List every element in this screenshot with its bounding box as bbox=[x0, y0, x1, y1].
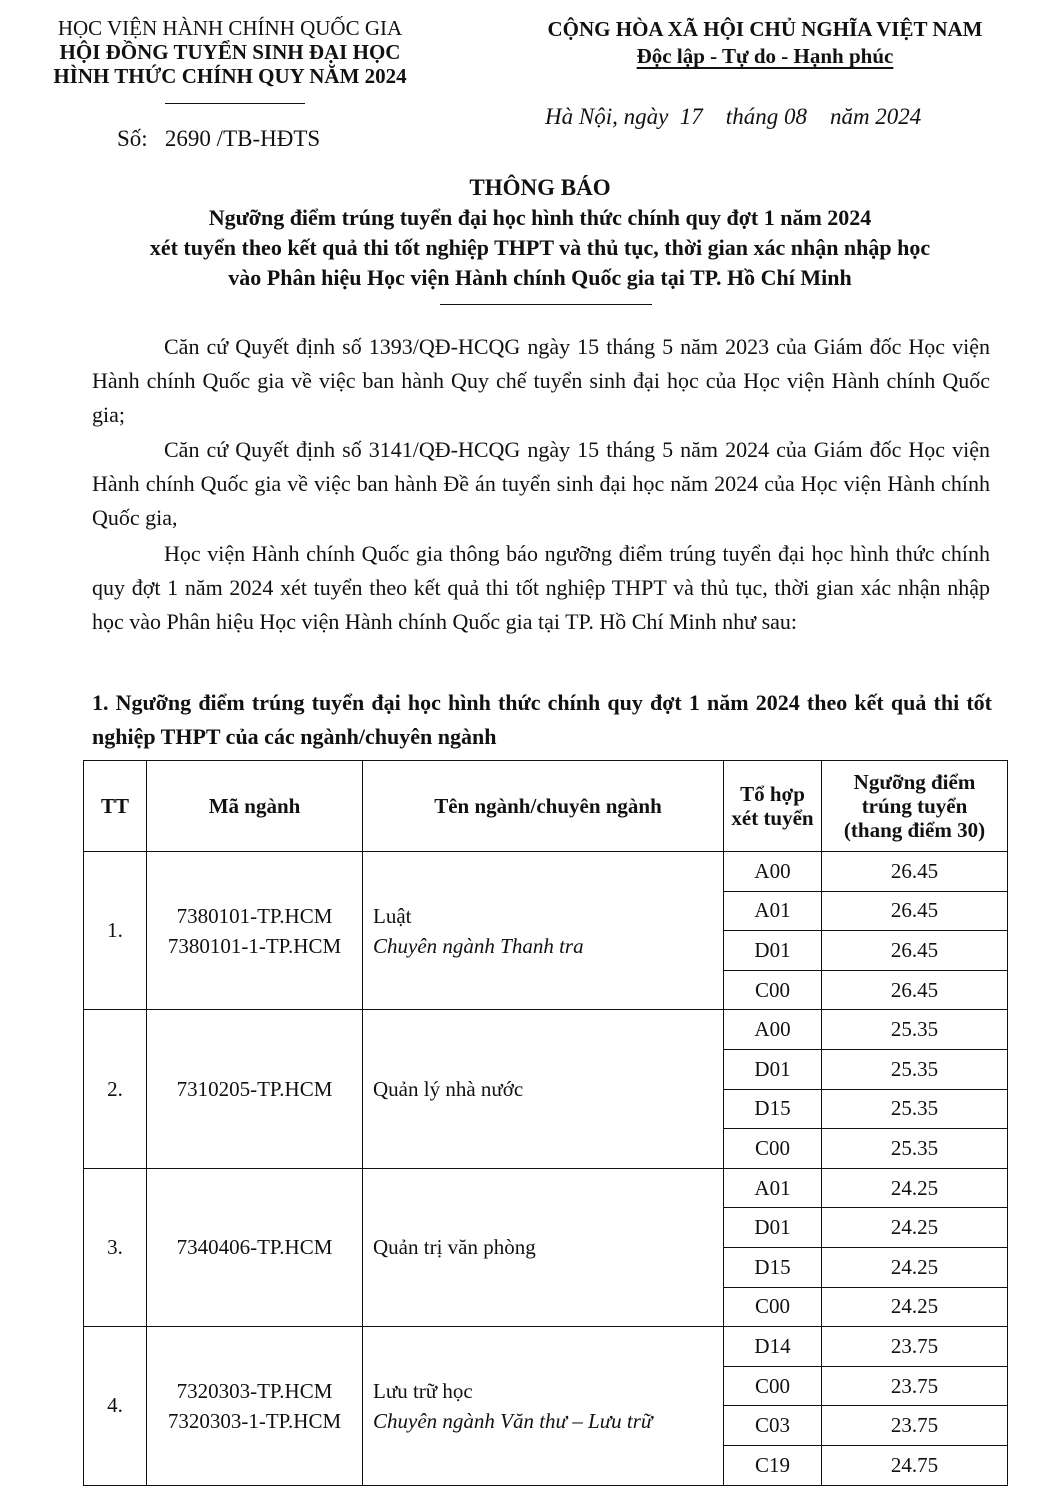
cell-ten-nganh bbox=[363, 1327, 724, 1485]
cell-ma-nganh bbox=[147, 1327, 363, 1485]
header-text: Ngưỡng điểm bbox=[853, 770, 976, 794]
title-line-1: Ngưỡng điểm trúng tuyển đại học hình thức chính quy đợt 1 năm 2024 bbox=[208, 205, 872, 230]
cell-diem: 24.25 bbox=[822, 1287, 1008, 1327]
cell-to-hop: C03 bbox=[724, 1406, 822, 1446]
cell-ten-nganh bbox=[363, 1168, 724, 1326]
issuer-academy: HỌC VIỆN HÀNH CHÍNH QUỐC GIA bbox=[57, 16, 403, 40]
cell-to-hop: A00 bbox=[724, 1010, 822, 1050]
issuer-divider bbox=[165, 103, 305, 104]
issuer-block bbox=[20, 16, 440, 88]
document-title bbox=[60, 173, 1020, 293]
header-text: xét tuyển bbox=[731, 806, 814, 830]
admission-score-table bbox=[83, 760, 1008, 1486]
cell-diem: 25.35 bbox=[822, 1129, 1008, 1169]
cell-ten-nganh bbox=[363, 1010, 724, 1168]
issuer-council: HỘI ĐỒNG TUYỂN SINH ĐẠI HỌC bbox=[59, 40, 401, 64]
cell-diem: 26.45 bbox=[822, 891, 1008, 931]
paragraph-legal-basis-2 bbox=[92, 433, 990, 535]
document-number: Số: 2690 /TB-HĐTS bbox=[117, 126, 321, 151]
title-line-2: xét tuyển theo kết quả thi tốt nghiệp THPT và thủ tục, thời gian xác nhận nhập học bbox=[149, 235, 931, 260]
cell-tt: 2. bbox=[84, 1010, 147, 1168]
col-header-ten-nganh: Tên ngành/chuyên ngành bbox=[363, 761, 724, 852]
cell-diem: 23.75 bbox=[822, 1406, 1008, 1446]
paragraph-text: Căn cứ Quyết định số 1393/QĐ-HCQG ngày 15 tháng 5 năm 2023 của Giám đốc Học viện Hành chính Quốc gia về việc ban hành Quy chế tuyển sinh đại học của Học viện Hành chính Quốc gia; bbox=[92, 334, 990, 427]
cell-to-hop: C00 bbox=[724, 1287, 822, 1327]
cell-to-hop: A01 bbox=[724, 891, 822, 931]
cell-diem: 23.75 bbox=[822, 1327, 1008, 1367]
ten-chuyen-nganh: Chuyên ngành Văn thư – Lưu trữ bbox=[373, 1408, 653, 1433]
table-row bbox=[84, 852, 1008, 892]
col-header-ma-nganh: Mã ngành bbox=[147, 761, 363, 852]
cell-ma-nganh bbox=[147, 1168, 363, 1326]
issuer-form: HÌNH THỨC CHÍNH QUY NĂM 2024 bbox=[53, 64, 407, 88]
ten-nganh: Lưu trữ học bbox=[373, 1378, 473, 1403]
title-divider bbox=[440, 304, 652, 305]
table-header-row bbox=[84, 761, 1008, 852]
cell-to-hop: D15 bbox=[724, 1247, 822, 1287]
cell-ma-nganh bbox=[147, 1010, 363, 1168]
cell-ten-nganh bbox=[363, 852, 724, 1010]
cell-tt: 3. bbox=[84, 1168, 147, 1326]
cell-diem: 24.25 bbox=[822, 1168, 1008, 1208]
ma-nganh-code: 7340406-TP.HCM bbox=[176, 1235, 333, 1260]
col-header-to-hop bbox=[724, 761, 822, 852]
cell-diem: 25.35 bbox=[822, 1010, 1008, 1050]
cell-diem: 23.75 bbox=[822, 1366, 1008, 1406]
ten-chuyen-nganh: Chuyên ngành Thanh tra bbox=[373, 933, 584, 958]
section-1-heading: 1. Ngưỡng điểm trúng tuyển đại học hình thức chính quy đợt 1 năm 2024 theo kết quả thi tốt nghiệp THPT của các ngành/chuyên ngành bbox=[92, 690, 992, 749]
cell-diem: 24.25 bbox=[822, 1208, 1008, 1248]
cell-to-hop: C00 bbox=[724, 970, 822, 1010]
paragraph-announcement bbox=[92, 537, 990, 639]
ma-nganh-code: 7380101-TP.HCM bbox=[176, 903, 333, 928]
national-header bbox=[495, 16, 1035, 70]
national-motto: Độc lập - Tự do - Hạnh phúc bbox=[636, 44, 894, 68]
cell-to-hop: C00 bbox=[724, 1366, 822, 1406]
cell-to-hop: D15 bbox=[724, 1089, 822, 1129]
table-row bbox=[84, 1327, 1008, 1367]
cell-ma-nganh bbox=[147, 852, 363, 1010]
cell-diem: 25.35 bbox=[822, 1089, 1008, 1129]
ten-nganh: Quản lý nhà nước bbox=[373, 1077, 524, 1102]
col-header-nguong-diem bbox=[822, 761, 1008, 852]
cell-diem: 26.45 bbox=[822, 970, 1008, 1010]
cell-to-hop: D01 bbox=[724, 931, 822, 971]
cell-to-hop: D01 bbox=[724, 1208, 822, 1248]
cell-tt: 1. bbox=[84, 852, 147, 1010]
cell-to-hop: A00 bbox=[724, 852, 822, 892]
cell-to-hop: D01 bbox=[724, 1049, 822, 1089]
cell-diem: 24.25 bbox=[822, 1247, 1008, 1287]
ten-nganh: Quản trị văn phòng bbox=[373, 1235, 536, 1260]
cell-to-hop: D14 bbox=[724, 1327, 822, 1367]
paragraph-text: Căn cứ Quyết định số 3141/QĐ-HCQG ngày 15 tháng 5 năm 2024 của Giám đốc Học viện Hành chính Quốc gia về việc ban hành Đề án tuyển sinh đại học năm 2024 của Học viện Hành chính Quốc gia, bbox=[92, 437, 990, 530]
col-header-tt: TT bbox=[84, 761, 147, 852]
cell-diem: 25.35 bbox=[822, 1049, 1008, 1089]
paragraph-text: Học viện Hành chính Quốc gia thông báo ngưỡng điểm trúng tuyển đại học hình thức chính quy đợt 1 năm 2024 xét tuyển theo kết quả thi tốt nghiệp THPT và thủ tục, thời gian xác nhận nhập học vào Phân hiệu Học viện Hành chính Quốc gia tại TP. Hồ Chí Minh như sau: bbox=[92, 541, 990, 634]
header-text: Tổ hợp bbox=[740, 782, 805, 806]
cell-to-hop: A01 bbox=[724, 1168, 822, 1208]
header-text: (thang điểm 30) bbox=[843, 818, 986, 842]
cell-diem: 26.45 bbox=[822, 852, 1008, 892]
cell-diem: 24.75 bbox=[822, 1445, 1008, 1485]
title-line-3: vào Phân hiệu Học viện Hành chính Quốc gia tại TP. Hồ Chí Minh bbox=[228, 265, 852, 290]
ma-nganh-code: 7310205-TP.HCM bbox=[176, 1077, 333, 1102]
cell-to-hop: C00 bbox=[724, 1129, 822, 1169]
cell-to-hop: C19 bbox=[724, 1445, 822, 1485]
paragraph-legal-basis-1 bbox=[92, 330, 990, 432]
ma-nganh-code: 7320303-TP.HCM bbox=[176, 1378, 333, 1403]
ten-nganh: Luật bbox=[373, 903, 412, 928]
table-row bbox=[84, 1168, 1008, 1208]
table-row bbox=[84, 1010, 1008, 1050]
ma-nganh-code: 7380101-1-TP.HCM bbox=[167, 933, 342, 958]
country-name: CỘNG HÒA XÃ HỘI CHỦ NGHĨA VIỆT NAM bbox=[547, 17, 983, 41]
cell-tt: 4. bbox=[84, 1327, 147, 1485]
cell-diem: 26.45 bbox=[822, 931, 1008, 971]
issue-date: Hà Nội, ngày 17 tháng 08 năm 2024 bbox=[545, 104, 922, 129]
ma-nganh-code: 7320303-1-TP.HCM bbox=[167, 1408, 342, 1433]
header-text: trúng tuyển bbox=[861, 794, 968, 818]
title-main: THÔNG BÁO bbox=[469, 175, 611, 200]
